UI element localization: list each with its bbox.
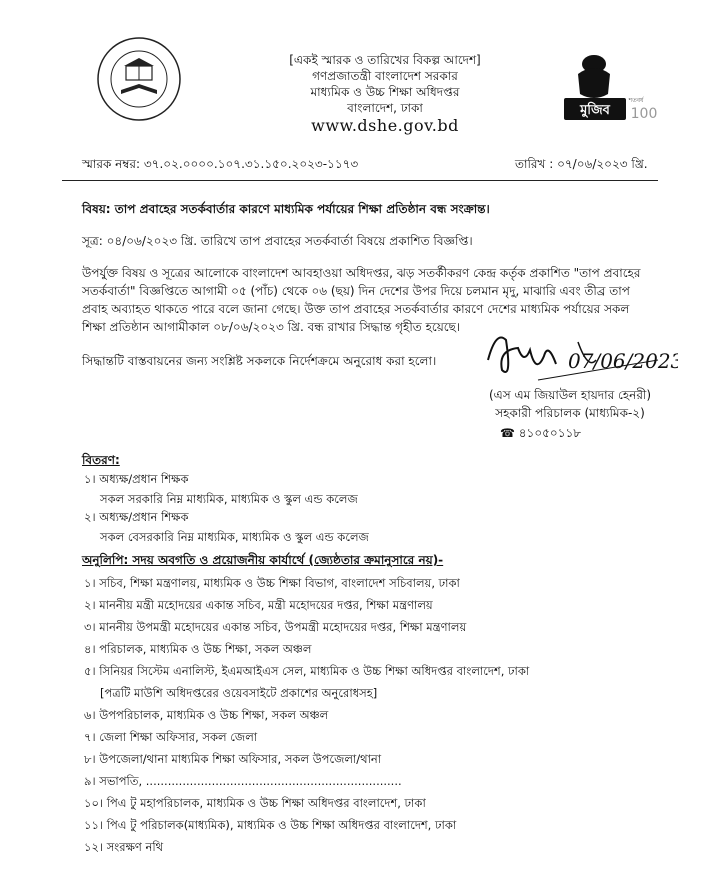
distribution-item-1-sub: সকল সরকারি নিম্ন মাধ্যমিক, মাধ্যমিক ও স্কুল এন্ড কলেজ xyxy=(100,492,358,506)
copy-item: ১০। পিএ টু মহাপরিচালক, মাধ্যমিক ও উচ্চ শিক্ষা অধিদপ্তর বাংলাদেশ, ঢাকা xyxy=(84,796,426,810)
divider xyxy=(62,180,658,181)
copy-item: ৬। উপপরিচালক, মাধ্যমিক ও উচ্চ শিক্ষা, সকল অঞ্চল xyxy=(84,708,329,722)
memo-number: স্মারক নম্বর: ৩৭.০২.০০০০.১০৭.৩১.১৫০.২০২৩-১১৭৩ xyxy=(82,157,359,171)
distribution-item-2 xyxy=(84,506,189,528)
item-number: ১। xyxy=(84,472,96,486)
item-text: অধ্যক্ষ/প্রধান শিক্ষক xyxy=(99,510,189,524)
handwritten-signature xyxy=(478,320,678,390)
mujib-centenary-logo xyxy=(556,44,662,124)
body-line-2: সতর্কবার্তা" বিজ্ঞপ্তিতে আগামী ০৫ (পাঁচ) থেকে ০৬ (ছয়) দিন দেশের উপর দিয়ে চলমান মৃদু, মাঝারি এবং তীব্র তাপ xyxy=(82,284,630,298)
item-text: অধ্যক্ষ/প্রধান শিক্ষক xyxy=(99,472,189,486)
copy-item-note: [পত্রটি মাউশি অধিদপ্তরের ওয়েবসাইটে প্রকাশের অনুরোধসহ] xyxy=(100,686,378,700)
request-line: সিদ্ধান্তটি বাস্তবায়নের জন্য সংশ্লিষ্ট সকলকে নির্দেশক্রমে অনুরোধ করা হলো। xyxy=(82,354,437,368)
header-directorate: মাধ্যমিক ও উচ্চ শিক্ষা অধিদপ্তর xyxy=(310,85,460,99)
copy-item: ৫। সিনিয়র সিস্টেম এনালিস্ট, ইএমআইএস সেল, মাধ্যমিক ও উচ্চ শিক্ষা অধিদপ্তর বাংলাদেশ, ঢাকা xyxy=(84,664,530,678)
signatory-name: (এস এম জিয়াউল হায়দার হেনরী) xyxy=(488,388,652,402)
mujib-number: 100 xyxy=(630,106,658,122)
distribution-item-1 xyxy=(84,468,189,490)
item-number: ২। xyxy=(84,510,96,524)
copy-item: ১। সচিব, শিক্ষা মন্ত্রণালয়, মাধ্যমিক ও উচ্চ শিক্ষা বিভাগ, বাংলাদেশ সচিবালয়, ঢাকা xyxy=(84,576,460,590)
header-location: বাংলাদেশ, ঢাকা xyxy=(347,101,423,115)
signatory-designation: সহকারী পরিচালক (মাধ্যমিক-২) xyxy=(495,406,645,420)
copy-heading: অনুলিপি: সদয় অবগতি ও প্রয়োজনীয় কার্যার্থে (জ্যেষ্ঠতার ক্রমানুসারে নয়)- xyxy=(82,553,444,567)
copy-item: ৩। মাননীয় উপমন্ত্রী মহোদয়ের একান্ত সচিব, উপমন্ত্রী মহোদয়ের দপ্তর, শিক্ষা মন্ত্রণালয় xyxy=(84,620,467,634)
copy-item: ১১। পিএ টু পরিচালক(মাধ্যমিক), মাধ্যমিক ও উচ্চ শিক্ষা অধিদপ্তর বাংলাদেশ, ঢাকা xyxy=(84,818,457,832)
copy-item: ৮। উপজেলা/থানা মাধ্যমিক শিক্ষা অফিসার, সকল উপজেলা/থানা xyxy=(84,752,382,766)
distribution-item-2-sub: সকল বেসরকারি নিম্ন মাধ্যমিক, মাধ্যমিক ও স্কুল এন্ড কলেজ xyxy=(100,530,369,544)
header-government: গণপ্রজাতন্ত্রী বাংলাদেশ সরকার xyxy=(312,69,458,83)
education-emblem-logo xyxy=(96,36,182,122)
copy-item: ৪। পরিচালক, মাধ্যমিক ও উচ্চ শিক্ষা, সকল অঞ্চল xyxy=(84,642,312,656)
reference-line: সূত্র: ০৪/০৬/২০২৩ খ্রি. তারিখে তাপ প্রবাহের সতর্কবার্তা বিষয়ে প্রকাশিত বিজ্ঞপ্তি। xyxy=(82,234,473,248)
signature-date: 07/06/2023 xyxy=(568,349,678,373)
mujib-label: মুজিব xyxy=(580,103,610,118)
mujib-sub: শতবর্ষ xyxy=(628,97,644,104)
header-website: www.dshe.gov.bd xyxy=(311,116,459,135)
copy-item: ৭। জেলা শিক্ষা অফিসার, সকল জেলা xyxy=(84,730,258,744)
distribution-heading: বিতরণ: xyxy=(82,453,120,467)
body-line-1: উপর্যুক্ত বিষয় ও সূত্রের আলোকে বাংলাদেশ আবহাওয়া অধিদপ্তর, ঝড় সতর্কীকরণ কেন্দ্র কর্তৃক প্রকাশিত "তাপ প্রবাহের xyxy=(82,266,641,280)
copy-item: ১২। সংরক্ষণ নথি xyxy=(84,840,164,854)
subject-line: বিষয়: তাপ প্রবাহের সতর্কবার্তার কারণে মাধ্যমিক পর্যায়ের শিক্ষা প্রতিষ্ঠান বন্ধ সংক্রান্ত। xyxy=(82,202,490,216)
copy-item: ২। মাননীয় মন্ত্রী মহোদয়ের একান্ত সচিব, মন্ত্রী মহোদয়ের দপ্তর, শিক্ষা মন্ত্রণালয় xyxy=(84,598,433,612)
copy-item: ৯। সভাপতি, ...................................................................... xyxy=(84,774,402,788)
body-line-4: শিক্ষা প্রতিষ্ঠান আগামীকাল ০৮/০৬/২০২৩ খ্রি. বন্ধ রাখার সিদ্ধান্ত গৃহীত হয়েছে। xyxy=(82,320,461,334)
body-line-3: প্রবাহ অব্যাহত থাকতে পারে বলে জানা গেছে। উক্ত তাপ প্রবাহের সতর্কবার্তার কারণে দেশের মাধ্যমিক পর্যায়ের সকল xyxy=(82,302,630,316)
signatory-phone: ☎ ৪১০৫০১১৮ xyxy=(500,426,582,440)
memo-date: তারিখ : ০৭/০৬/২০২৩ খ্রি. xyxy=(515,157,648,171)
header-alt-order: [একই স্মারক ও তারিখের বিকল্প আদেশ] xyxy=(289,53,481,67)
